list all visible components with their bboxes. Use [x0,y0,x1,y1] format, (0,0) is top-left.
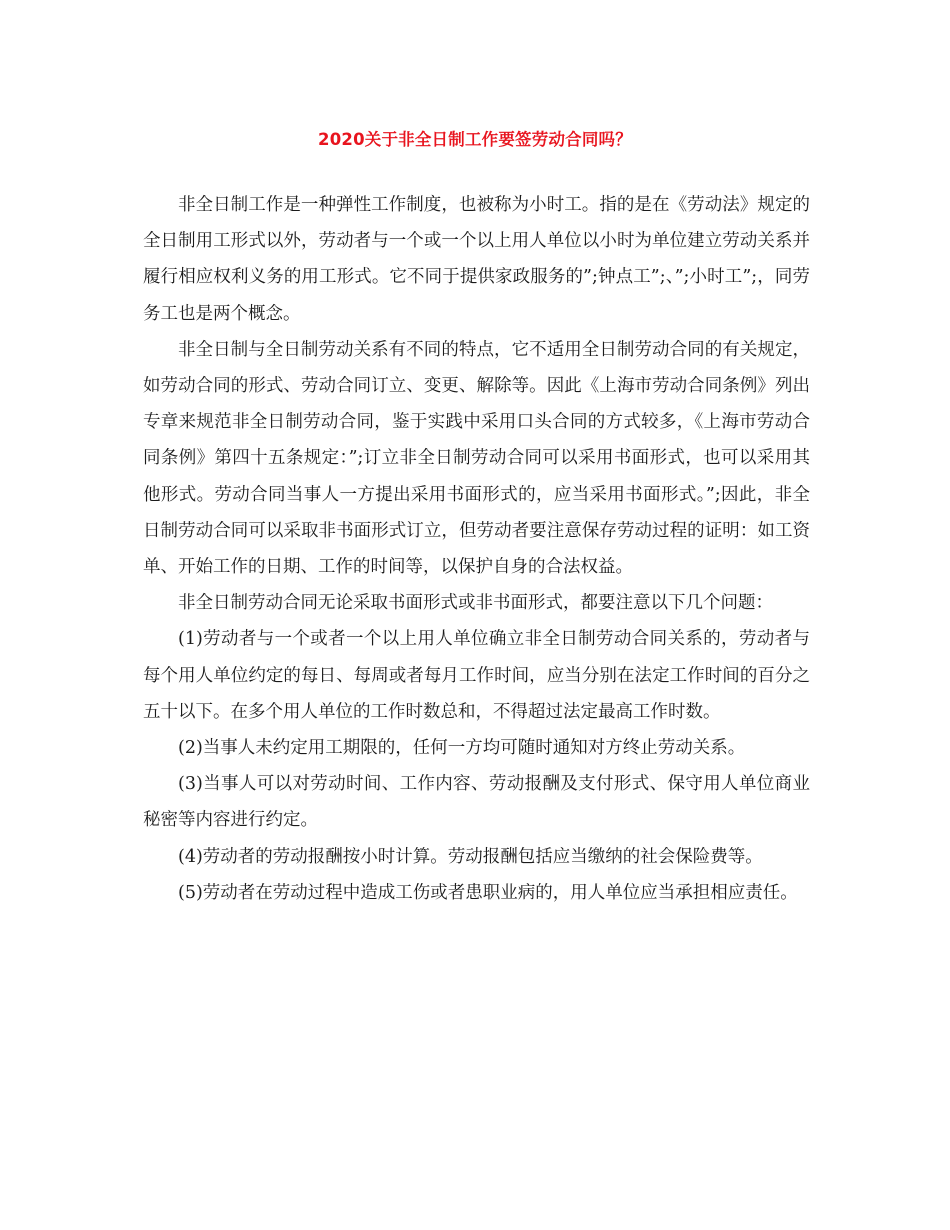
paragraph-differences: 非全日制与全日制劳动关系有不同的特点，它不适用全日制劳动合同的有关规定，如劳动合同的形式、劳动合同订立、变更、解除等。因此《上海市劳动合同条例》列出专章来规范非全日制劳动合同，鉴于实践中采用口头合同的方式较多，《上海市劳动合同条例》第四十五条规定：”;订立非全日制劳动合同可以采用书面形式，也可以采用其他形式。劳动合同当事人一方提出采用书面形式的，应当采用书面形式。”;因此，非全日制劳动合同可以采取非书面形式订立，但劳动者要注意保存劳动过程的证明：如工资单、开始工作的日期、工作的时间等，以保护自身的合法权益。 [143,339,810,578]
list-item-5: (5)劳动者在劳动过程中造成工伤或者患职业病的，用人单位应当承担相应责任。 [178,882,798,903]
list-item-1: (1)劳动者与一个或者一个以上用人单位确立非全日制劳动合同关系的，劳动者与每个用人单位约定的每日、每周或者每月工作时间，应当分别在法定工作时间的百分之五十以下。在多个用人单位的工作时数总和，不得超过法定最高工作时数。 [143,629,810,722]
list-item-3: (3)当事人可以对劳动时间、工作内容、劳动报酬及支付形式、保守用人单位商业秘密等内容进行约定。 [143,774,810,831]
paragraph-issues-intro: 非全日制劳动合同无论采取书面形式或非书面形式，都要注意以下几个问题： [178,593,773,614]
document-title: 2020关于非全日制工作要签劳动合同吗？ [318,130,632,149]
document-body [143,187,810,911]
paragraph-intro: 非全日制工作是一种弹性工作制度，也被称为小时工。指的是在《劳动法》规定的全日制用工形式以外，劳动者与一个或一个以上用人单位以小时为单位建立劳动关系并履行相应权利义务的用工形式。它不同于提供家政服务的”;钟点工”;、”;小时工”;，同劳务工也是两个概念。 [143,195,810,324]
list-item-4: (4)劳动者的劳动报酬按小时计算。劳动报酬包括应当缴纳的社会保险费等。 [178,846,763,867]
list-item-2: (2)当事人未约定用工期限的，任何一方均可随时通知对方终止劳动关系。 [178,738,746,759]
